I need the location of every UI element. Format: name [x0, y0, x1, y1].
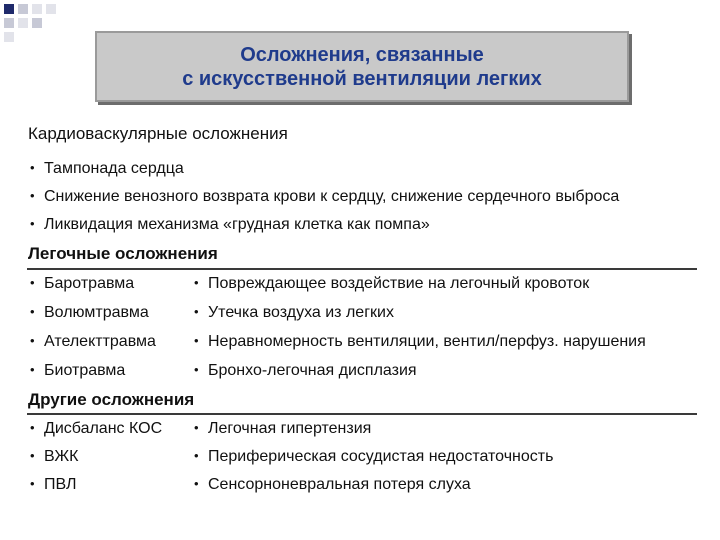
title-line-1: Осложнения, связанные	[240, 43, 484, 66]
bullet-icon: •	[30, 362, 35, 377]
list-item: • Биотравма	[30, 362, 126, 379]
title-box	[95, 31, 629, 102]
bullet-icon: •	[30, 160, 35, 175]
list-item: • Волюмтравма	[30, 304, 149, 321]
bullet-icon: •	[194, 275, 199, 290]
bullet-icon: •	[194, 476, 199, 491]
list-item: • ВЖК	[30, 448, 79, 465]
section-heading-lung: Легочные осложнения	[28, 244, 218, 263]
bullet-icon: •	[30, 333, 35, 348]
bullet-icon: •	[194, 448, 199, 463]
bullet-icon: •	[194, 362, 199, 377]
list-item: • Легочная гипертензия	[194, 420, 372, 437]
list-item: • Снижение венозного возврата крови к сердцу, снижение сердечного выброса	[30, 188, 620, 205]
corner-decoration	[0, 0, 80, 60]
list-item: • Дисбаланс КОС	[30, 420, 163, 437]
list-item: • Ателекттравма	[30, 333, 156, 350]
list-item: • Баротравма	[30, 275, 135, 292]
list-item: • Утечка воздуха из легких	[194, 304, 394, 321]
divider	[27, 268, 697, 270]
bullet-icon: •	[30, 448, 35, 463]
section-heading-other: Другие осложнения	[28, 390, 195, 409]
bullet-icon: •	[194, 333, 199, 348]
bullet-icon: •	[30, 216, 35, 231]
list-item: • Неравномерность вентиляции, вентил/перфуз. нарушения	[194, 333, 646, 350]
bullet-icon: •	[194, 420, 199, 435]
bullet-icon: •	[30, 476, 35, 491]
list-item: • Ликвидация механизма «грудная клетка как помпа»	[30, 216, 430, 233]
divider	[27, 413, 697, 415]
bullet-icon: •	[30, 188, 35, 203]
list-item: • Периферическая сосудистая недостаточность	[194, 448, 554, 465]
bullet-icon: •	[30, 304, 35, 319]
title-line-2: с искусственной вентиляции легких	[182, 67, 542, 90]
bullet-icon: •	[30, 275, 35, 290]
section-heading-cardio: Кардиоваскулярные осложнения	[28, 124, 288, 143]
list-item: • Бронхо-легочная дисплазия	[194, 362, 417, 379]
list-item: • Сенсорноневральная потеря слуха	[194, 476, 471, 493]
bullet-icon: •	[194, 304, 199, 319]
bullet-icon: •	[30, 420, 35, 435]
list-item: • ПВЛ	[30, 476, 77, 493]
list-item: • Тампонада сердца	[30, 160, 184, 177]
list-item: • Повреждающее воздействие на легочный кровоток	[194, 275, 590, 292]
